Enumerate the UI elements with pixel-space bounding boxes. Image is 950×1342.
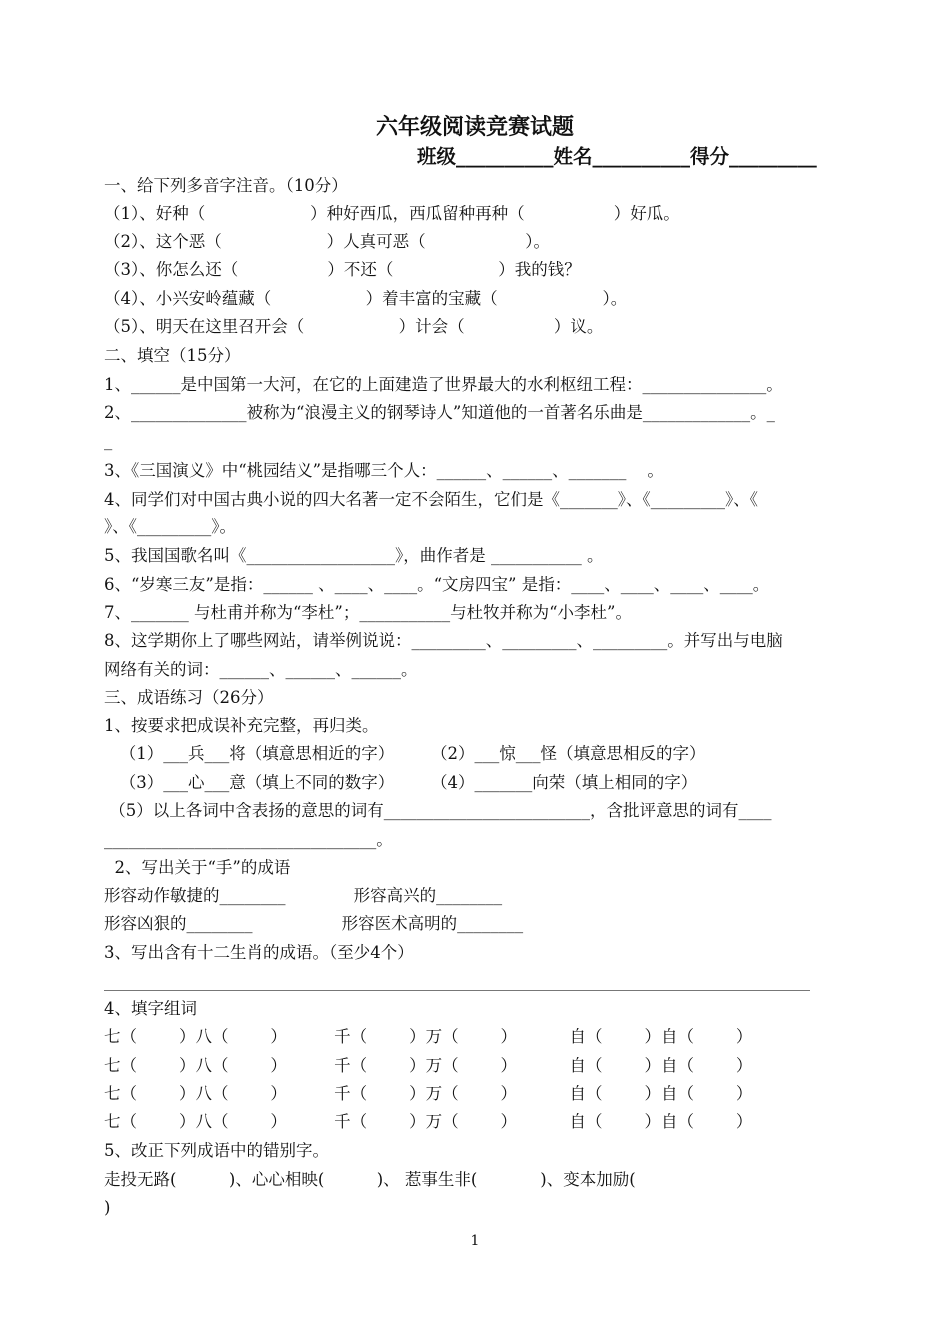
word-fill-row: 七（ ）八（ ） 千（ ）万（ ） 自（ ）自（ ） [104, 1112, 753, 1131]
question-line: 走投无路( )、心心相映( )、 惹事生非( )、变本加励( [104, 1170, 636, 1189]
question-line: 2、写出关于“手”的成语 [104, 858, 291, 877]
question-line: （4）、小兴安岭蕴藏（ ）着丰富的宝藏（ ）。 [104, 289, 628, 308]
word-fill-row: 七（ ）八（ ） 千（ ）万（ ） 自（ ）自（ ） [104, 1084, 753, 1103]
question-line: 5、我国国歌名叫《__________________》，曲作者是 ___________ 。 [104, 546, 604, 565]
question-line: 3、《三国演义》中“桃园结义”是指哪三个人：______、______、_______ 。 [104, 461, 664, 480]
question-line: 1、______是中国第一大河，在它的上面建造了世界最大的水利枢纽工程：_______________。 [104, 375, 783, 394]
student-info-header: 班级__________姓名__________得分_________ [417, 145, 817, 168]
question-line: 》、《_________》。 [104, 517, 236, 536]
question-line: 2、______________被称为“浪漫主义的钢琴诗人”知道他的一首著名乐曲是_____________。_ [104, 403, 775, 422]
answer-rule [104, 990, 810, 991]
question-line: 4、同学们对中国古典小说的四大名著一定不会陌生，它们是《_______》、《_________》、《 [104, 490, 758, 509]
question-line: （1）、好种（ ）种好西瓜，西瓜留种再种（ ）好瓜。 [104, 204, 680, 223]
question-line: 形容凶狠的________ 形容医术高明的________ [104, 914, 524, 933]
word-fill-row: 七（ ）八（ ） 千（ ）万（ ） 自（ ）自（ ） [104, 1056, 753, 1075]
question-line: （1）___兵___将（填意思相近的字） （2）___惊___怪（填意思相反的字） [104, 744, 706, 763]
question-line: 6、“岁寒三友”是指：______ 、____、____。“文房四宝” 是指：____、____、____、____。 [104, 575, 770, 594]
section-1-heading: 一、给下列多音字注音。（10分） [104, 176, 348, 195]
section-2-heading: 二、填空（15分） [104, 346, 241, 365]
question-line: 8、这学期你上了哪些网站，请举例说说：_________、_________、_________。并写出与电脑 [104, 631, 783, 650]
word-fill-row: 七（ ）八（ ） 千（ ）万（ ） 自（ ）自（ ） [104, 1027, 753, 1046]
question-line: 1、按要求把成误补充完整，再归类。 [104, 716, 379, 735]
question-line: 5、改正下列成语中的错别字。 [104, 1141, 329, 1160]
question-line: （3）___心___意（填上不同的数字） （4）_______向荣（填上相同的字） [104, 773, 698, 792]
question-line: （5）以上各词中含表扬的意思的词有_________________________，含批评意思的词有____ [104, 801, 772, 820]
question-line: 形容动作敏捷的________ 形容高兴的________ [104, 886, 503, 905]
question-line: （5）、明天在这里召开会（ ）计会（ ）议。 [104, 317, 604, 336]
question-line: 7、_______ 与杜甫并称为“李杜”；___________与杜牧并称为“小李杜”。 [104, 603, 632, 622]
question-line: （2）、这个恶（ ）人真可恶（ ）。 [104, 232, 551, 251]
exam-title: 六年级阅读竞赛试题 [375, 114, 574, 140]
question-line: （3）、你怎么还（ ）不还（ ）我的钱？ [104, 260, 581, 279]
question-line: 4、填字组词 [104, 999, 197, 1018]
question-line: _________________________________。 [104, 830, 393, 849]
question-line: _ [104, 431, 113, 450]
question-line: ) [104, 1198, 111, 1217]
question-line: 网络有关的词：______、______、______。 [104, 660, 418, 679]
question-line: 3、写出含有十二生肖的成语。（至少4个） [104, 943, 414, 962]
section-3-heading: 三、成语练习（26分） [104, 688, 274, 707]
page-number: 1 [470, 1233, 480, 1249]
